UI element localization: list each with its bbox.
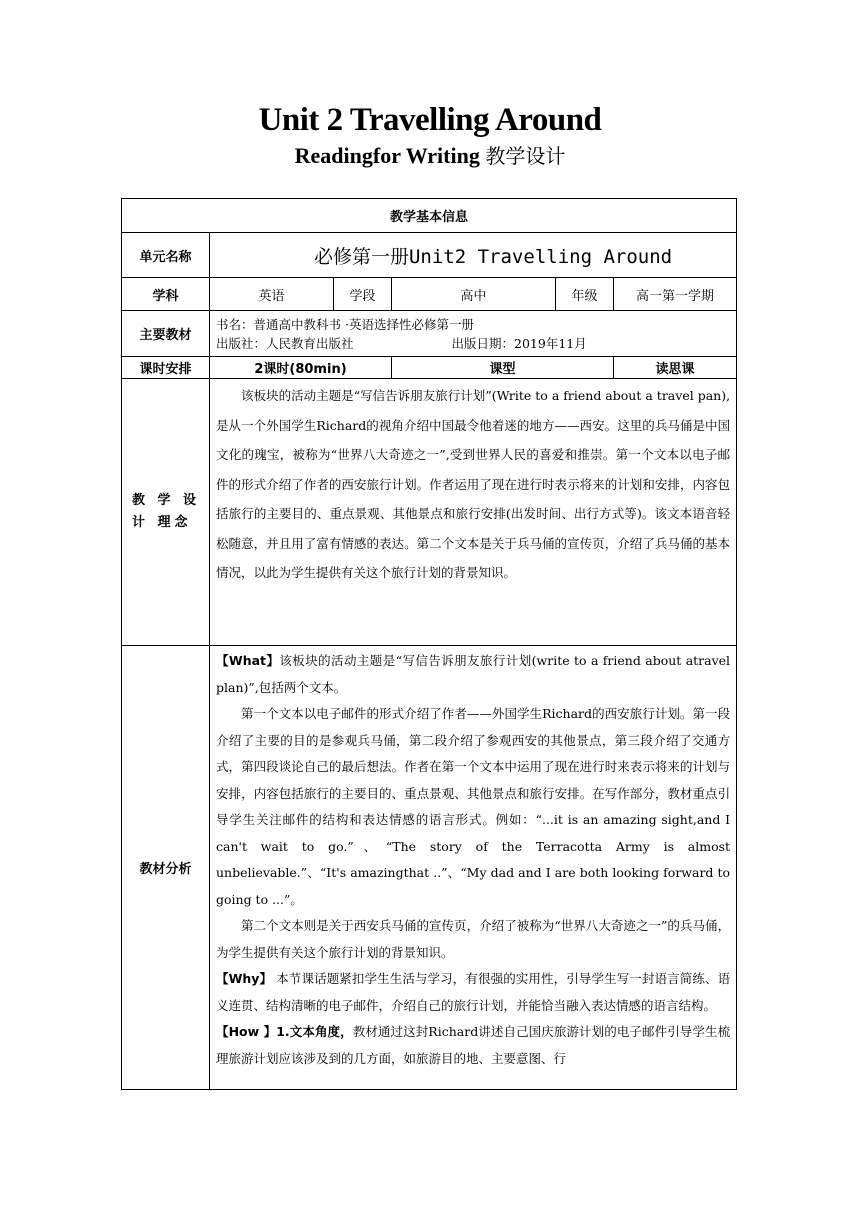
concept-row <box>122 379 737 646</box>
textbook-row <box>122 311 737 357</box>
subject-label: 学科 <box>122 278 210 311</box>
textbook-title: 书名：普通高中教科书 ·英语选择性必修第一册 <box>216 316 474 332</box>
subject-row <box>122 278 737 311</box>
why-mark: 【Why】 <box>216 971 273 986</box>
what-paragraph-3: 第二个文本则是关于西安兵马俑的宣传页，介绍了被称为“世界八大奇迹之一”的兵马俑，为学生提供有关这个旅行计划的背景知识。 <box>216 918 731 960</box>
concept-label: 教 学 设 计 理念 <box>122 379 210 646</box>
document-subtitle <box>0 140 860 169</box>
table-header-row <box>122 199 737 233</box>
subject-value: 英语 <box>210 278 334 311</box>
textbook-publisher-line <box>216 334 730 353</box>
lesson-info-table <box>121 198 737 1090</box>
table-header: 教学基本信息 <box>122 199 737 233</box>
what-mark: 【What】 <box>216 653 280 668</box>
grade-label: 年级 <box>556 278 614 311</box>
subtitle-chinese: 教学设计 <box>485 144 566 168</box>
textbook-info <box>210 311 737 357</box>
how-text: 教材通过这封Richard讲述自己国庆旅游计划的电子邮件引导学生梳理旅游计划应该涉及到的几方面，如旅游目的地、主要意图、行 <box>216 1024 731 1066</box>
unit-label: 单元名称 <box>122 233 210 278</box>
analysis-cell <box>210 646 737 1090</box>
concept-cell <box>210 379 737 646</box>
analysis-label: 教材分析 <box>122 646 210 1090</box>
schedule-label: 课时安排 <box>122 357 210 379</box>
unit-value: 必修第一册Unit2 Travelling Around <box>210 233 737 278</box>
how-paragraph <box>216 1019 730 1072</box>
grade-value: 高一第一学期 <box>614 278 737 311</box>
document-title: Unit 2 Travelling Around <box>258 102 602 138</box>
how-bold: 1.文本角度， <box>276 1024 353 1039</box>
unit-row <box>122 233 737 278</box>
what-paragraph-2: 第一个文本以电子邮件的形式介绍了作者——外国学生Richard的西安旅行计划。第一段介绍了主要的目的是参观兵马俑，第二段介绍了参观西安的其他景点，第三段介绍了交通方式，第四段谈论自己的最后想法。作者在第一个文本中运用了现在进行时来表示将来的计划与安排，内容包括旅行的主要目的、重点景观、其他景点和旅行安排。在写作部分，教材重点引导学生关注邮件的结构和表达情感的语言形式。例如：“...it is an amazing sight,and I can't wait to go.”、“The story of the Terracotta Army is almost unbelievable.”、“It's amazingthat ..”、“My dad and I are both looking forward to going to ...”。 <box>216 706 731 907</box>
schedule-row <box>122 357 737 379</box>
textbook-label: 主要教材 <box>122 311 210 357</box>
textbook-date: 出版日期：2019年11月 <box>451 335 587 351</box>
stage-value: 高中 <box>392 278 556 311</box>
how-mark: 【How 】 <box>216 1024 277 1039</box>
why-text: 本节课话题紧扣学生生活与学习，有很强的实用性，引导学生写一封语言简练、语义连贯、结构清晰的电子邮件，介绍自己的旅行计划，并能恰当融入表达情感的语言结构。 <box>216 971 731 1013</box>
why-paragraph <box>216 966 730 1019</box>
type-value: 读思课 <box>614 357 737 379</box>
type-label: 课型 <box>392 357 614 379</box>
stage-label: 学段 <box>334 278 392 311</box>
analysis-row <box>122 646 737 1090</box>
what-text: 该板块的活动主题是“写信告诉朋友旅行计划(write to a friend about atravel plan)”,包括两个文本。 <box>216 653 731 695</box>
subtitle-english: Readingfor Writing <box>294 143 486 168</box>
concept-text: 该板块的活动主题是“写信告诉朋友旅行计划”(Write to a friend about a travel pan),是从一个外国学生Richard的视角介绍中国最令他着迷的地方——西安。这里的兵马俑是中国文化的瑰宝，被称为“世界八大奇迹之一”,受到世界人民的喜爱和推崇。第一个文本以电子邮件的形式介绍了作者的西安旅行计划。作者运用了现在进行时表示将来的计划和安排，内容包括旅行的主要目的、重点景观、其他景点和旅行安排(出发时间、出行方式等)。该文本语音轻松随意，并且用了富有情感的表达。第二个文本是关于兵马俑的宣传页，介绍了兵马俑的基本情况，以此为学生提供有关这个旅行计划的背景知识。 <box>216 388 731 580</box>
schedule-value: 2课时(80min) <box>210 357 392 379</box>
textbook-publisher: 出版社：人民教育出版社 <box>216 335 354 351</box>
what-paragraph <box>216 648 730 701</box>
